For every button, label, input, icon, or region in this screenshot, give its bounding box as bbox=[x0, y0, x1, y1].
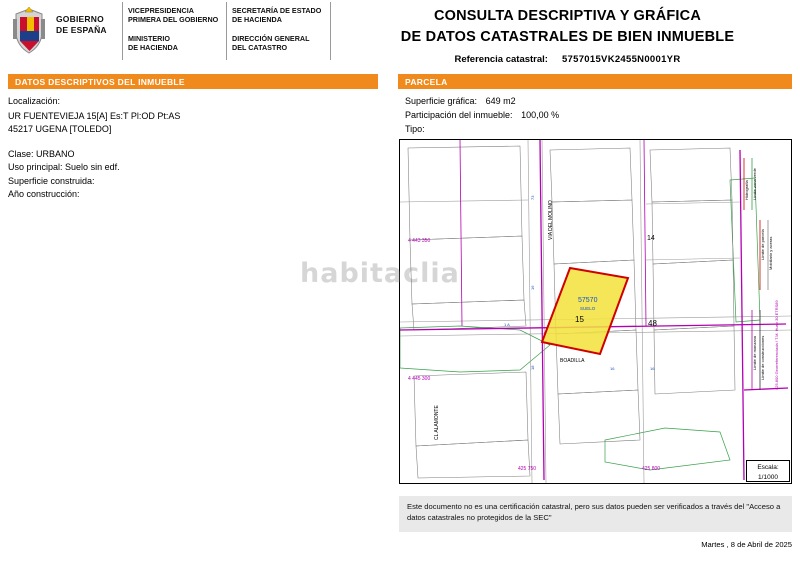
uso-value: Suelo sin edf. bbox=[65, 162, 120, 172]
svg-text:Hidrografía: Hidrografía bbox=[744, 180, 749, 200]
header-ministry-column bbox=[128, 6, 220, 61]
svg-text:425.800 Georreferenciada / T.M: 425.800 Georreferenciada / T.M. Huso 30 ETRS89 bbox=[774, 300, 779, 390]
parcel-ref-label: 57570 bbox=[578, 297, 598, 304]
cadastral-map[interactable] bbox=[399, 139, 792, 484]
document-header bbox=[0, 0, 800, 68]
superficie-construida-label: Superficie construida: bbox=[8, 175, 95, 186]
localizacion-line-2: 45217 UGENA [TOLEDO] bbox=[8, 124, 112, 134]
anio-construccion-row bbox=[8, 188, 378, 202]
clase-value: URBANO bbox=[36, 148, 75, 159]
svg-text:Límite de manzana: Límite de manzana bbox=[752, 335, 757, 370]
localizacion-value bbox=[8, 110, 378, 137]
uso-row bbox=[8, 161, 378, 175]
localizacion-line-1: UR FUENTEVIEJA 15[A] Es:T Pl:OD Pt:AS bbox=[8, 110, 181, 121]
section-bar-parcela: PARCELA bbox=[398, 74, 792, 89]
watermark: habitaclia bbox=[300, 258, 460, 289]
grid-label-4: 425 800 bbox=[642, 466, 661, 472]
header-divider-2 bbox=[226, 2, 227, 60]
svg-text:16: 16 bbox=[650, 366, 655, 371]
svg-text:Límite de parcela: Límite de parcela bbox=[760, 229, 765, 260]
vicepresidencia-label: VICEPRESIDENCIA PRIMERA DEL GOBIERNO bbox=[128, 6, 219, 25]
cadastral-reference-label: Referencia catastral: bbox=[454, 54, 548, 66]
street-label-via-del-molino: VIA DEL MOLINO bbox=[548, 200, 554, 240]
participacion-value: 100,00 % bbox=[521, 109, 560, 120]
document-date: Martes , 8 de Abril de 2025 bbox=[701, 540, 792, 549]
neighbor-number-14: 14 bbox=[647, 235, 655, 242]
title-line-2: DE DATOS CATASTRALES DE BIEN INMUEBLE bbox=[400, 29, 735, 46]
superficie-grafica-row bbox=[405, 95, 795, 109]
parcela-details bbox=[405, 95, 795, 137]
government-name bbox=[56, 14, 118, 35]
svg-text:18: 18 bbox=[530, 365, 535, 370]
localizacion-label: Localización: bbox=[8, 96, 61, 106]
uso-label: Uso principal: bbox=[8, 162, 63, 172]
grid-label-2: 4 445 300 bbox=[408, 376, 431, 382]
scale-value: 1/1000 bbox=[758, 474, 778, 482]
coat-of-arms-icon bbox=[8, 6, 50, 56]
clase-label: Clase: bbox=[8, 148, 34, 159]
secretaria-label: SECRETARÍA DE ESTADO DE HACIENDA bbox=[232, 6, 322, 25]
tipo-row bbox=[405, 123, 795, 137]
inmueble-details bbox=[8, 95, 378, 202]
cadastral-reference-value: 5757015VK2455N0001YR bbox=[561, 54, 681, 66]
disclaimer-note: Este documento no es una certificación catastral, pero sus datos pueden ser verificados a través del "Acceso a datos catastrales no protegidos de la SEC" bbox=[399, 496, 792, 532]
svg-text:73: 73 bbox=[530, 195, 535, 200]
header-divider-3 bbox=[330, 2, 331, 60]
grid-label-1: 4 443 350 bbox=[408, 238, 431, 244]
participacion-label: Participación del inmueble: bbox=[405, 109, 513, 120]
clase-row bbox=[8, 148, 378, 162]
document-title-block bbox=[340, 6, 795, 65]
svg-text:16: 16 bbox=[530, 285, 535, 290]
map-scale-box bbox=[746, 460, 790, 482]
svg-text:16: 16 bbox=[610, 366, 615, 371]
header-secretaria-column bbox=[232, 6, 324, 61]
section-bar-inmueble: DATOS DESCRIPTIVOS DEL INMUEBLE bbox=[8, 74, 378, 89]
anio-construccion-label: Año construcción: bbox=[8, 189, 80, 199]
title-line-1: CONSULTA DESCRIPTIVA Y GRÁFICA bbox=[433, 8, 701, 24]
grid-label-3: 425 750 bbox=[518, 466, 537, 472]
gov-line-1: GOBIERNO bbox=[56, 14, 104, 24]
svg-text:Mobiliario y aceras: Mobiliario y aceras bbox=[768, 236, 773, 270]
svg-text:Límite zona verde: Límite zona verde bbox=[752, 168, 757, 200]
header-divider-1 bbox=[122, 2, 123, 60]
parcel-sub-label: SUELO bbox=[580, 306, 596, 311]
parcel-number-label: 15 bbox=[575, 315, 584, 324]
participacion-row bbox=[405, 109, 795, 123]
street-label-boadilla: BOADILLA bbox=[560, 358, 585, 364]
scale-label: Escala: bbox=[757, 464, 779, 471]
street-label-cl-alamonte: CL ALAMONTE bbox=[434, 405, 440, 440]
superficie-construida-row bbox=[8, 175, 378, 189]
cadastral-reference-row bbox=[340, 54, 795, 65]
direccion-general-label: DIRECCIÓN GENERAL DEL CATASTRO bbox=[232, 33, 310, 53]
tipo-label: Tipo: bbox=[405, 123, 425, 134]
svg-text:1 A: 1 A bbox=[504, 322, 510, 327]
svg-text:Límite de construcciones: Límite de construcciones bbox=[760, 335, 765, 380]
neighbor-number-48: 48 bbox=[648, 319, 657, 328]
superficie-grafica-label: Superficie gráfica: bbox=[405, 96, 478, 106]
ministerio-label: MINISTERIO DE HACIENDA bbox=[128, 33, 178, 53]
superficie-grafica-value: 649 m2 bbox=[485, 96, 516, 106]
gov-line-2: DE ESPAÑA bbox=[56, 24, 107, 35]
